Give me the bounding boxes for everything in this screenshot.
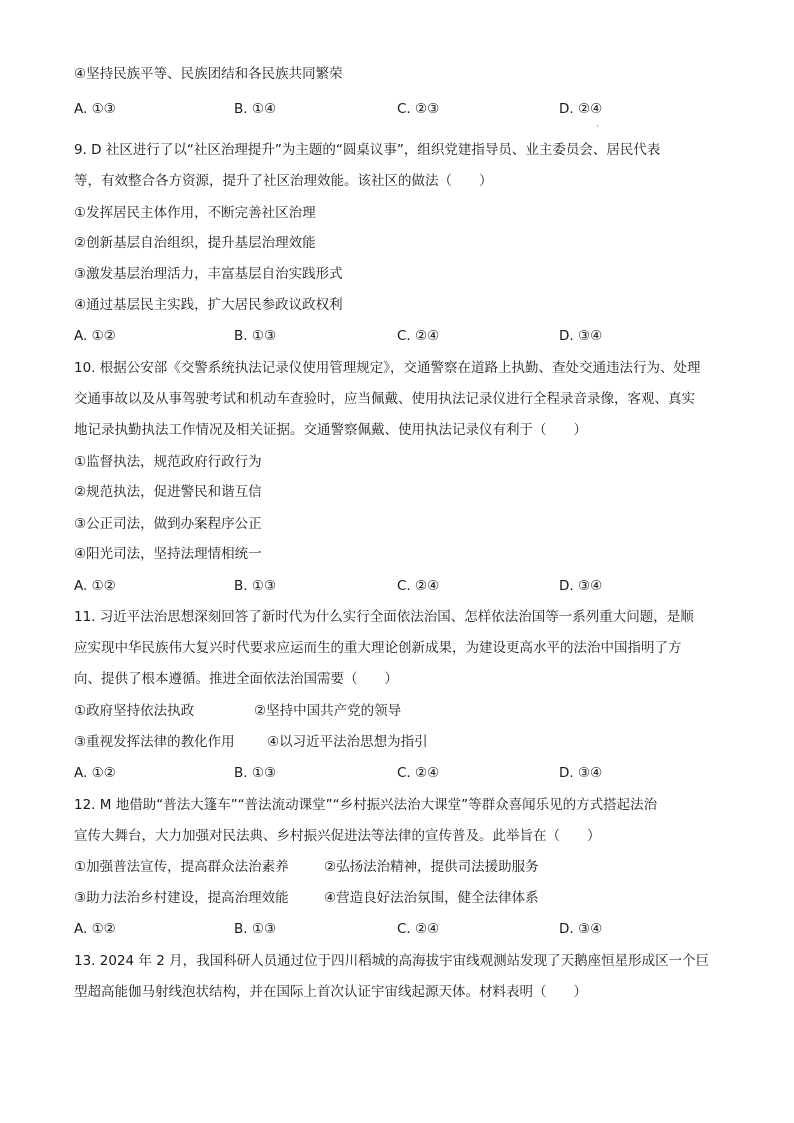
q11-items-row-1 [74,701,401,721]
q8-option-a: A. ①③ [74,101,116,117]
q10-option-c: C. ②④ [397,578,440,594]
q10-options [74,576,714,596]
q10-option-b: B. ①③ [234,578,277,594]
q12-stem-line-2: 宣传大舞台，大力加强对民法典、乡村振兴促进法等法律的宣传普及。此举旨在（ ） [74,828,601,844]
q12-item-1: ①加强普法宣传，提高群众法治素养 [74,859,289,875]
q11-options [74,763,714,783]
q9-item-1: ①发挥居民主体作用，不断完善社区治理 [74,205,316,221]
stray-mark: · [596,122,599,132]
q10-item-1: ①监督执法，规范政府行政行为 [74,454,262,470]
q12-items-row-1 [74,857,539,877]
q11-option-c: C. ②④ [397,765,440,781]
q9-option-b: B. ①③ [234,328,277,344]
q9-stem-line-2: 等，有效整合各方资源，提升了社区治理效能。该社区的做法（ ） [74,173,493,189]
q8-options [74,99,714,119]
q10-stem-line-2: 交通事故以及从事驾驶考试和机动车查验时，应当佩戴、使用执法记录仪进行全程录音录像，客观、真实 [74,391,695,407]
q11-option-d: D. ③④ [559,765,603,781]
q11-stem-line-2: 应实现中华民族伟大复兴时代要求应运而生的重大理论创新成果，为建设更高水平的法治中国指明了方 [74,640,682,656]
q10-option-d: D. ③④ [559,578,603,594]
q8-item-4: ④坚持民族平等、民族团结和各民族共同繁荣 [74,66,343,82]
q12-option-d: D. ③④ [559,921,603,937]
q10-stem-line-1: 10. 根据公安部《交警系统执法记录仪使用管理规定》，交通警察在道路上执勤、查处交通违法行为、处理 [74,360,701,376]
q11-option-a: A. ①② [74,765,116,781]
q9-item-2: ②创新基层自治组织，提升基层治理效能 [74,235,316,251]
q10-option-a: A. ①② [74,578,116,594]
q9-stem-line-1: 9. D 社区进行了以“社区治理提升”为主题的“圆桌议事”，组织党建指导员、业主委员会、居民代表 [74,142,661,158]
q10-item-4: ④阳光司法，坚持法理情相统一 [74,546,262,562]
q13-stem-line-1: 13. 2024 年 2 月，我国科研人员通过位于四川稻城的高海拔宇宙线观测站发现了天鹅座恒星形成区一个巨 [74,953,710,969]
q11-item-3: ③重视发挥法律的教化作用 [74,734,235,750]
q8-option-b: B. ①④ [234,101,277,117]
q9-item-3: ③激发基层治理活力，丰富基层自治实践形式 [74,266,343,282]
q11-stem-line-3: 向、提供了根本遵循。推进全面依法治国需要（ ） [74,671,398,687]
q12-option-a: A. ①② [74,921,116,937]
q10-item-3: ③公正司法，做到办案程序公正 [74,516,262,532]
q9-option-c: C. ②④ [397,328,440,344]
q11-option-b: B. ①③ [234,765,277,781]
q11-items-row-2 [74,732,428,752]
q12-stem-line-1: 12. M 地借助“普法大篷车”“普法流动课堂”“乡村振兴法治大课堂”等群众喜闻乐见的方式搭起法治 [74,797,658,813]
q11-item-2: ②坚持中国共产党的领导 [254,703,402,719]
q12-option-c: C. ②④ [397,921,440,937]
q8-option-c: C. ②③ [397,101,440,117]
q11-item-1: ①政府坚持依法执政 [74,703,195,719]
q11-stem-line-1: 11. 习近平法治思想深刻回答了新时代为什么实行全面依法治国、怎样依法治国等一系列重大问题，是顺 [74,609,694,625]
q9-option-d: D. ③④ [559,328,603,344]
q8-option-d: D. ②④ [559,101,603,117]
q12-option-b: B. ①③ [234,921,277,937]
q11-item-4: ④以习近平法治思想为指引 [267,734,428,750]
q12-item-4: ④营造良好法治氛围，健全法律体系 [324,890,539,906]
q9-options [74,326,714,346]
q13-stem-line-2: 型超高能伽马射线泡状结构，并在国际上首次认证宇宙线起源天体。材料表明（ ） [74,984,587,1000]
q9-option-a: A. ①② [74,328,116,344]
q12-items-row-2 [74,888,539,908]
q10-stem-line-3: 地记录执勤执法工作情况及相关证据。交通警察佩戴、使用执法记录仪有利于（ ） [74,422,587,438]
q12-item-3: ③助力法治乡村建设，提高治理效能 [74,890,289,906]
q12-options [74,919,714,939]
q12-item-2: ②弘扬法治精神，提供司法援助服务 [324,859,539,875]
q10-item-2: ②规范执法，促进警民和谐互信 [74,484,262,500]
q9-item-4: ④通过基层民主实践，扩大居民参政议政权利 [74,297,343,313]
